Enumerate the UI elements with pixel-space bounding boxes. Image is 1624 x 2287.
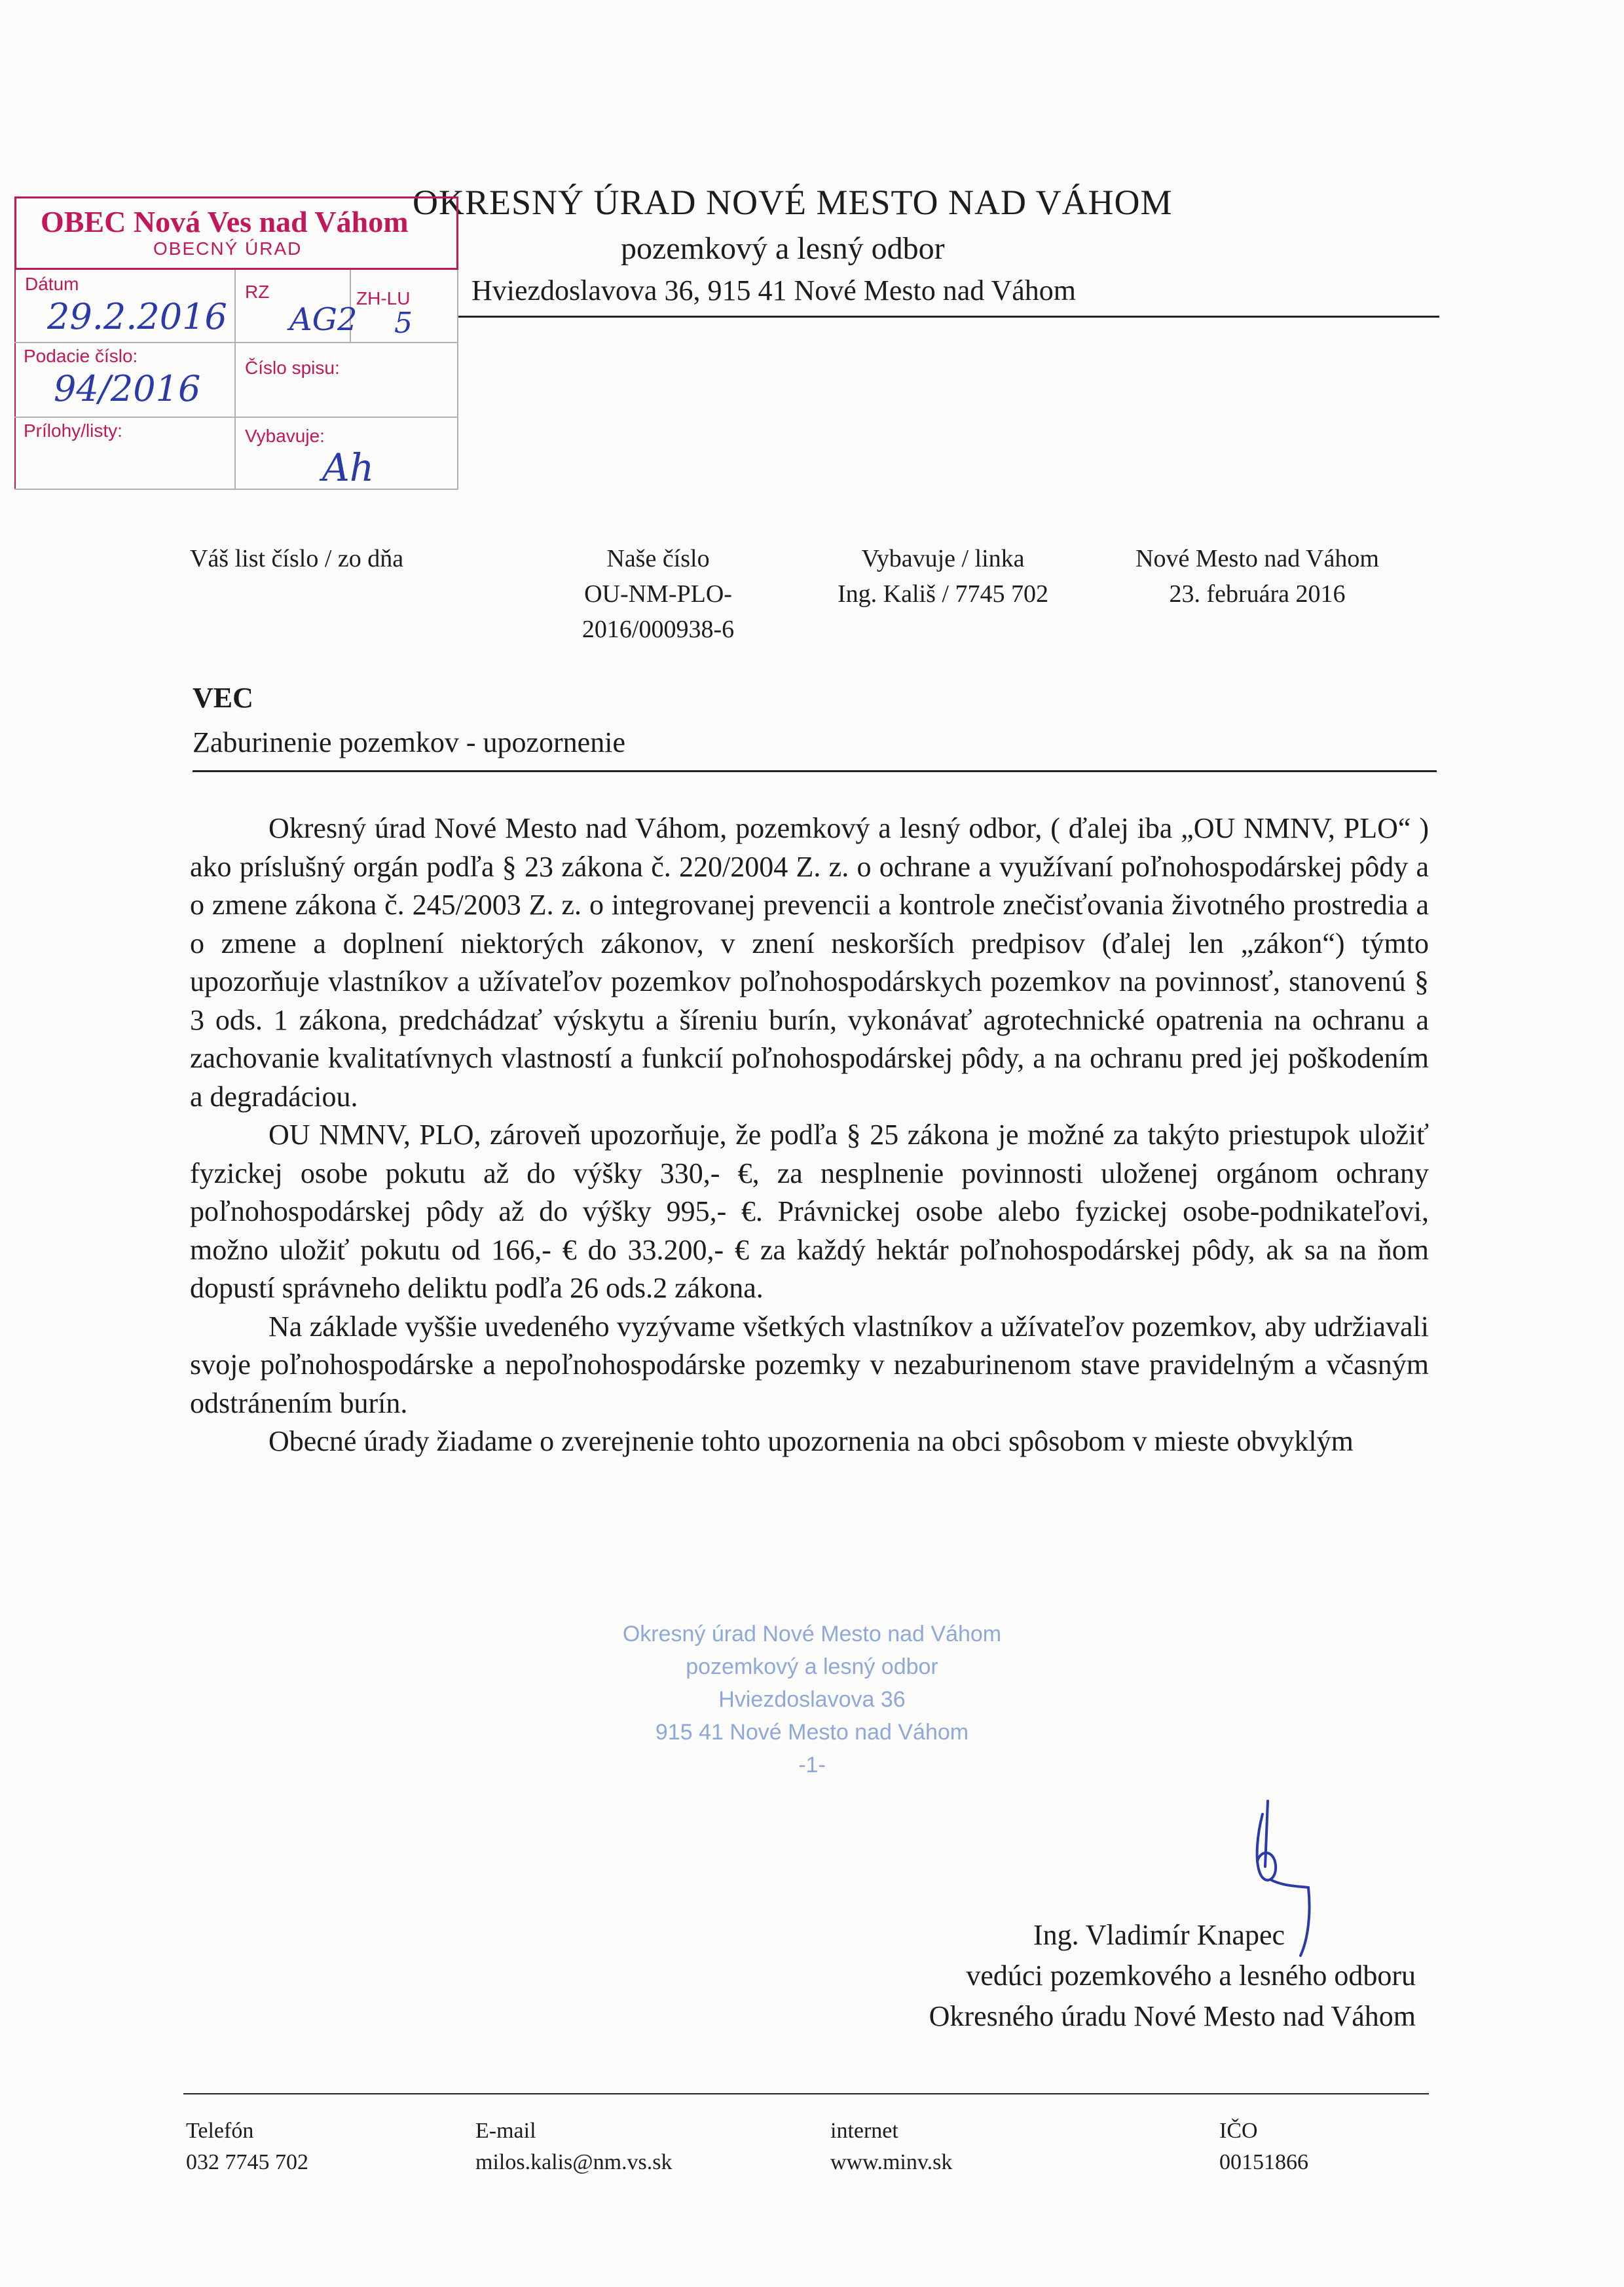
footer-telephone-value: 032 7745 702 [186,2150,308,2174]
office-title: OKRESNÝ ÚRAD NOVÉ MESTO NAD VÁHOM [413,183,1173,222]
stamp-label-podacie: Podacie číslo: [24,346,138,366]
stamp-label-spis: Číslo spisu: [245,358,340,378]
letter-body [190,809,1429,1461]
ref-vybavuje-value: Ing. Kališ / 7745 702 [838,580,1048,608]
ref-date: 23. februára 2016 [1169,580,1346,608]
footer-ico-label: IČO [1219,2119,1258,2143]
footer-telephone-label: Telefón [186,2119,254,2143]
ref-nase-cislo [550,541,766,647]
footer-email-value[interactable]: milos.kalis@nm.vs.sk [475,2150,673,2174]
ref-vybavuje-label: Vybavuje / linka [861,545,1025,572]
ref-vybavuje [812,541,1074,612]
stamp-divider [14,489,458,490]
footer-telephone [186,2115,308,2178]
department-name: pozemkový a lesný odbor [621,231,945,266]
office-stamp-line: pozemkový a lesný odbor [686,1654,938,1679]
footer-internet-value[interactable]: www.minv.sk [830,2150,953,2174]
body-paragraph-1: Okresný úrad Nové Mesto nad Váhom, pozemkový a lesný odbor, ( ďalej iba „OU NMNV, PLO“ ) ako príslušný orgán podľa § 23 zákona č. 220/2004 Z. z. o ochrane a využívaní poľnohospodárskej pôdy a o zmene zákona č. 245/2003 Z. z. o integrovanej prevencii a kontrole znečisťovania životného prostredia a o zmene a doplnení niektorých zákonov, v znení neskorších predpisov (ďalej len „zákon“) týmto upozorňuje vlastníkov a užívateľov pozemkov poľnohospodárskych pozemkov na povinnosť, stanovenú § 3 ods. 1 zákona, predchádzať výskytu a šíreniu burín, vykonávať agrotechnické opatrenia na ochranu a zachovanie kvalitatívnych vlastností a funkcií poľnohospodárskej pôdy, a na ochranu pred jej poškodením a degradáciou. [190,812,1429,1113]
office-address: Hviezdoslavova 36, 915 41 Nové Mesto nad Váhom [471,274,1077,307]
office-stamp-line: Okresný úrad Nové Mesto nad Váhom [622,1622,1002,1646]
ref-nase-cislo-label: Naše číslo [606,545,710,572]
footer-ico-value: 00151866 [1219,2150,1308,2174]
ref-vas-list-label: Váš list číslo / zo dňa [190,545,404,572]
stamp-divider [457,270,458,490]
signature-block [929,1915,1416,2037]
stamp-handwritten-podacie: 94/2016 [54,368,201,409]
subject-heading: VEC [193,682,253,714]
stamp-label-vybavuje: Vybavuje: [245,426,325,446]
stamp-handwritten-rz: AG2 [289,301,358,338]
footer-internet [830,2115,952,2178]
stamp-handwritten-zhlu: 5 [394,307,413,340]
body-paragraph-4: Obecné úrady žiadame o zverejnenie tohto upozornenia na obci spôsobom v mieste obvyklým [268,1425,1354,1457]
signatory-role: vedúci pozemkového a lesného odboru [966,1960,1416,1992]
stamp-divider [14,342,458,343]
stamp-handwritten-initials: Ah [322,445,375,490]
office-stamp-line: -1- [798,1753,826,1777]
signatory-office: Okresného úradu Nové Mesto nad Váhom [929,2000,1416,2032]
footer-email [475,2115,673,2178]
office-stamp [563,1618,1061,1781]
subject-text: Zaburinenie pozemkov - upozornenie [193,726,625,758]
office-stamp-line: 915 41 Nové Mesto nad Váhom [655,1720,969,1745]
stamp-label-zhlu: ZH-LU [356,288,411,308]
ref-nase-cislo-value-1: OU-NM-PLO- [584,580,732,608]
body-paragraph-3: Na základe vyššie uvedeného vyzývame všetkých vlastníkov a užívateľov pozemkov, aby udržiavali svoje poľnohospodárske a nepoľnohospodárske pozemky v nezaburinenom stave pravidelným a včasným odstránením burín. [190,1310,1429,1419]
signatory-name: Ing. Vladimír Knapec [1033,1919,1285,1951]
stamp-divider [234,270,236,490]
stamp-label-rz: RZ [245,282,270,302]
footer-internet-label: internet [830,2119,898,2143]
ref-place-date [1113,541,1401,612]
subject-rule [193,770,1437,772]
stamp-divider [14,270,16,490]
office-stamp-line: Hviezdoslavova 36 [718,1687,906,1712]
stamp-label-date: Dátum [25,274,79,294]
stamp-divider [14,417,458,418]
header-rule [458,316,1439,318]
stamp-label-prilohy: Prílohy/listy: [24,420,122,441]
registration-stamp [14,196,460,490]
footer-email-label: E-mail [475,2119,536,2143]
footer-rule [183,2093,1429,2094]
stamp-municipality: OBEC Nová Ves nad Váhom [41,205,409,238]
stamp-handwritten-date: 29.2.2016 [47,296,227,337]
ref-place: Nové Mesto nad Váhom [1135,545,1379,572]
stamp-office: OBECNÝ ÚRAD [153,238,303,259]
ref-nase-cislo-value-2: 2016/000938-6 [581,616,735,643]
ref-vas-list [190,541,403,576]
footer-ico [1219,2115,1308,2178]
body-paragraph-2: OU NMNV, PLO, zároveň upozorňuje, že podľa § 25 zákona je možné za takýto priestupok uložiť fyzickej osobe pokutu až do výšky 330,- €, za nesplnenie povinnosti uloženej orgánom ochrany poľnohospodárskej pôdy až do výšky 995,- €. Právnickej osobe alebo fyzickej osobe-podnikateľovi, možno uložiť pokutu od 166,- € do 33.200,- € za každý hektár poľnohospodárskej pôdy, ak sa na ňom dopustí správneho deliktu podľa 26 ods.2 zákona. [190,1119,1429,1304]
